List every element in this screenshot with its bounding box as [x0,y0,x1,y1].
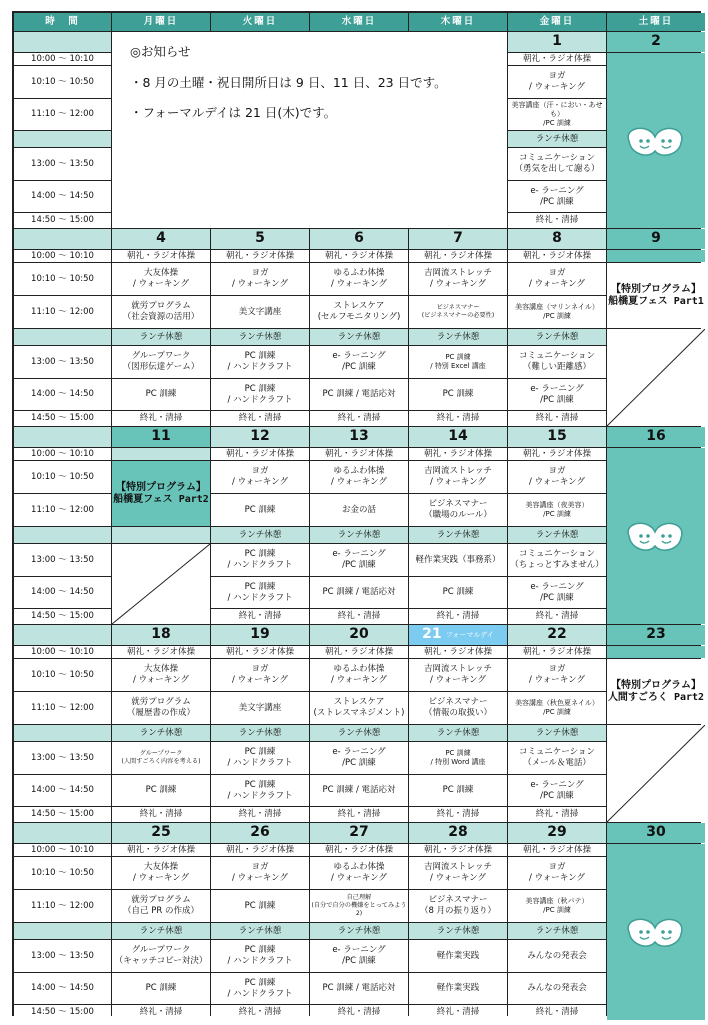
activity-cell: グループワーク (人間すごろく内容を考える) [112,742,210,774]
activity-cell: 美容講座（夜美容） /PC 訓練 [508,494,606,526]
activity-cell: PC 訓練 [112,379,210,410]
header-day: 金曜日 [508,13,606,31]
activity-cell: PC 訓練 / ハンドクラフト [211,973,309,1004]
activity-cell: 終礼・清掃 [112,411,210,426]
activity-cell: グループワーク （キャッチコピー対決） [112,940,210,972]
sat-band [607,250,705,262]
header-day: 水曜日 [310,13,408,31]
activity-cell: PC 訓練 / ハンドクラフト [211,577,309,608]
lunch-cell: ランチ休憩 [310,527,408,543]
activity-cell: e- ラーニング /PC 訓練 [508,181,606,212]
date-number: 21 [422,626,442,643]
activity-cell: 朝礼・ラジオ体操 [508,646,606,658]
date-cell: 28 [409,823,507,843]
lunch-cell: ランチ休憩 [508,329,606,345]
activity-cell: 朝礼・ラジオ体操 [409,448,507,460]
activity-cell: みんなの発表会 [508,940,606,972]
activity-cell: PC 訓練 / ハンドクラフト [211,379,309,410]
activity-cell: 朝礼・ラジオ体操 [508,448,606,460]
activity-cell: PC 訓練 [211,494,309,526]
activity-cell: 軽作業実践（事務系） [409,544,507,576]
date-cell: 7 [409,229,507,249]
mascot-icon [621,912,691,952]
time-slot: 14:50 ～ 15:00 [14,213,111,228]
lunch-cell: ランチ休憩 [310,725,408,741]
activity-cell: ヨガ / ウォーキング [508,66,606,98]
time-slot: 10:10 ～ 10:50 [14,263,111,295]
activity-cell: ビジネスマナー （8 月の振り返り） [409,890,507,922]
lunch-cell: ランチ休憩 [508,527,606,543]
date-cell: 22 [508,625,606,645]
lunch-cell: ランチ休憩 [409,329,507,345]
activity-cell: 朝礼・ラジオ体操 [310,646,408,658]
closed-day [607,448,705,624]
activity-cell: 朝礼・ラジオ体操 [310,844,408,856]
activity-cell: e- ラーニング /PC 訓練 [310,940,408,972]
lunch-cell: ランチ休憩 [508,725,606,741]
mascot-icon [621,121,691,161]
activity-cell: PC 訓練 / 特別 Excel 講座 [409,346,507,378]
lunch-band [14,725,111,741]
activity-cell: PC 訓練 / ハンドクラフト [211,940,309,972]
activity-cell: 終礼・清掃 [508,213,606,228]
header-time: 時 間 [14,13,111,31]
date-cell: 2 [607,32,705,52]
notice-line: ・フォーマルデイは 21 日(木)です。 [130,105,337,121]
activity-cell: ゆるふわ体操 / ウォーキング [310,461,408,493]
special-program: 【特別プログラム】 人間すごろく Part2 [607,659,705,724]
date-cell: 5 [211,229,309,249]
time-slot: 13:00 ～ 13:50 [14,148,111,180]
special-program: 【特別プログラム】 船橋夏フェス Part1 [607,263,705,328]
empty-cell [112,527,210,543]
time-slot: 11:10 ～ 12:00 [14,890,111,922]
activity-cell: 終礼・清掃 [211,1005,309,1020]
activity-cell: PC 訓練 [112,973,210,1004]
activity-cell: 朝礼・ラジオ体操 [508,250,606,262]
activity-cell: 美容講座（秋バテ） /PC 訓練 [508,890,606,922]
activity-cell: ヨガ / ウォーキング [211,461,309,493]
special-program: 【特別プログラム】 船橋夏フェス Part2 [112,461,210,526]
activity-cell: 終礼・清掃 [409,411,507,426]
lunch-cell: ランチ休憩 [508,923,606,939]
activity-cell: 美容講座（秋色夏ネイル） /PC 訓練 [508,692,606,724]
activity-cell: グループワーク （図形伝達ゲーム） [112,346,210,378]
activity-cell: 大友体操 / ウォーキング [112,659,210,691]
activity-cell: 朝礼・ラジオ体操 [211,448,309,460]
activity-cell: e- ラーニング /PC 訓練 [310,544,408,576]
date-cell: 15 [508,427,606,447]
time-slot: 14:00 ～ 14:50 [14,379,111,410]
activity-cell: e- ラーニング /PC 訓練 [508,577,606,608]
time-slot: 10:00 ～ 10:10 [14,448,111,460]
activity-cell: 自己理解 (自分で自分の機嫌をとってみよう2) [310,890,408,922]
activity-cell: 朝礼・ラジオ体操 [112,844,210,856]
lunch-cell: ランチ休憩 [112,725,210,741]
lunch-band [14,329,111,345]
activity-cell: 吉岡流ストレッチ / ウォーキング [409,263,507,295]
week-band [14,229,111,249]
week-band [14,625,111,645]
sat-band [607,646,705,658]
activity-cell: 美容講座（マリンネイル） /PC 訓練 [508,296,606,328]
date-cell: 26 [211,823,309,843]
activity-cell: PC 訓練 / ハンドクラフト [211,544,309,576]
lunch-band [14,131,111,147]
date-cell: 11 [112,427,210,447]
activity-cell: 終礼・清掃 [112,807,210,822]
activity-cell: 終礼・清掃 [409,609,507,624]
activity-cell: コミュニケーション （勇気を出して謝る） [508,148,606,180]
date-cell: 19 [211,625,309,645]
time-slot: 10:10 ～ 10:50 [14,66,111,98]
lunch-cell: ランチ休憩 [211,923,309,939]
lunch-cell: ランチ休憩 [112,923,210,939]
date-cell: 27 [310,823,408,843]
activity-cell: 吉岡流ストレッチ / ウォーキング [409,659,507,691]
notice-title: ◎お知らせ [130,44,191,59]
activity-cell: 大友体操 / ウォーキング [112,857,210,889]
activity-cell: ヨガ / ウォーキング [211,659,309,691]
activity-cell: 終礼・清掃 [508,411,606,426]
lunch-cell: ランチ休憩 [310,329,408,345]
time-slot: 14:00 ～ 14:50 [14,775,111,806]
time-slot: 13:00 ～ 13:50 [14,742,111,774]
time-slot: 11:10 ～ 12:00 [14,99,111,130]
time-slot: 10:10 ～ 10:50 [14,461,111,493]
activity-cell: e- ラーニング /PC 訓練 [508,379,606,410]
time-slot: 10:00 ～ 10:10 [14,844,111,856]
date-cell: 8 [508,229,606,249]
activity-cell: 吉岡流ストレッチ / ウォーキング [409,857,507,889]
activity-cell: 吉岡流ストレッチ / ウォーキング [409,461,507,493]
activity-cell: 就労プログラム （社会資源の活用） [112,296,210,328]
activity-cell: 終礼・清掃 [310,807,408,822]
date-cell: 6 [310,229,408,249]
lunch-cell: ランチ休憩 [508,131,606,147]
lunch-cell: ランチ休憩 [112,329,210,345]
notice-box [112,32,507,228]
closed-slash [607,329,705,426]
empty-cell [112,448,210,460]
time-slot: 14:00 ～ 14:50 [14,181,111,212]
date-cell: 18 [112,625,210,645]
time-slot: 14:00 ～ 14:50 [14,577,111,608]
activity-cell: 終礼・清掃 [211,411,309,426]
activity-cell: 終礼・清掃 [409,807,507,822]
week-band [14,32,111,52]
time-slot: 13:00 ～ 13:50 [14,346,111,378]
activity-cell: 朝礼・ラジオ体操 [211,250,309,262]
lunch-band [14,923,111,939]
activity-cell: 朝礼・ラジオ体操 [409,250,507,262]
activity-cell: PC 訓練 / 電話応対 [310,775,408,806]
time-slot: 11:10 ～ 12:00 [14,692,111,724]
activity-cell: 終礼・清掃 [112,1005,210,1020]
activity-cell: ストレスケア (セルフモニタリング) [310,296,408,328]
time-slot: 14:50 ～ 15:00 [14,1005,111,1020]
activity-cell: みんなの発表会 [508,973,606,1004]
activity-cell: お金の話 [310,494,408,526]
activity-cell: 軽作業実践 [409,940,507,972]
activity-cell: e- ラーニング /PC 訓練 [508,775,606,806]
date-cell: 4 [112,229,210,249]
lunch-cell: ランチ休憩 [211,527,309,543]
activity-cell: PC 訓練 / 電話応対 [310,379,408,410]
activity-cell: 終礼・清掃 [310,411,408,426]
activity-cell: ビジネスマナー (ビジネスマナーの必要性) [409,296,507,328]
lunch-cell: ランチ休憩 [409,923,507,939]
activity-cell: PC 訓練 [112,775,210,806]
activity-cell: 朝礼・ラジオ体操 [310,448,408,460]
date-cell: 9 [607,229,705,249]
lunch-cell: ランチ休憩 [310,923,408,939]
activity-cell: PC 訓練 / 電話応対 [310,577,408,608]
time-slot: 11:10 ～ 12:00 [14,494,111,526]
activity-cell: 就労プログラム （自己 PR の作成） [112,890,210,922]
activity-cell: PC 訓練 / 特別 Word 講座 [409,742,507,774]
time-slot: 10:10 ～ 10:50 [14,659,111,691]
activity-cell: ゆるふわ体操 / ウォーキング [310,857,408,889]
activity-cell: PC 訓練 [409,577,507,608]
time-slot: 10:00 ～ 10:10 [14,646,111,658]
activity-cell: PC 訓練 / ハンドクラフト [211,742,309,774]
mascot-icon [621,516,691,556]
week-band [14,427,111,447]
activity-cell: コミュニケーション （難しい距離感） [508,346,606,378]
activity-cell: ヨガ / ウォーキング [211,263,309,295]
date-cell: 25 [112,823,210,843]
activity-cell: 美文字講座 [211,692,309,724]
activity-cell: 終礼・清掃 [508,1005,606,1020]
activity-cell: 美容講座（汗・におい・あせも） /PC 訓練 [508,99,606,130]
date-cell: 1 [508,32,606,52]
date-cell: 16 [607,427,705,447]
activity-cell: ヨガ / ウォーキング [508,263,606,295]
activity-cell: 朝礼・ラジオ体操 [508,844,606,856]
activity-cell: ヨガ / ウォーキング [508,659,606,691]
time-slot: 14:50 ～ 15:00 [14,609,111,624]
week-band [14,823,111,843]
date-cell: 29 [508,823,606,843]
date-cell [409,625,507,645]
activity-cell: 朝礼・ラジオ体操 [112,250,210,262]
activity-cell: e- ラーニング /PC 訓練 [310,346,408,378]
header-day: 木曜日 [409,13,507,31]
lunch-cell: ランチ休憩 [409,527,507,543]
activity-cell: 大友体操 / ウォーキング [112,263,210,295]
date-cell: 12 [211,427,309,447]
activity-cell: 朝礼・ラジオ体操 [211,646,309,658]
formal-day-label: フォーマルデイ [445,630,494,639]
activity-cell: ビジネスマナー （情報の取扱い） [409,692,507,724]
time-slot: 10:00 ～ 10:10 [14,250,111,262]
activity-cell: 終礼・清掃 [508,609,606,624]
activity-cell: ビジネスマナー （職場のルール） [409,494,507,526]
closed-day [607,844,705,1020]
activity-cell: 終礼・清掃 [310,609,408,624]
time-slot: 10:10 ～ 10:50 [14,857,111,889]
activity-cell: 就労プログラム （履歴書の作成） [112,692,210,724]
time-slot: 13:00 ～ 13:50 [14,544,111,576]
activity-cell: 朝礼・ラジオ体操 [508,53,606,65]
date-cell: 13 [310,427,408,447]
calendar-grid [12,11,705,1018]
activity-cell: 終礼・清掃 [211,807,309,822]
time-slot: 14:50 ～ 15:00 [14,807,111,822]
activity-cell: 朝礼・ラジオ体操 [310,250,408,262]
activity-cell: PC 訓練 [409,775,507,806]
activity-cell: PC 訓練 / ハンドクラフト [211,775,309,806]
activity-cell: ゆるふわ体操 / ウォーキング [310,263,408,295]
activity-cell: 終礼・清掃 [409,1005,507,1020]
lunch-cell: ランチ休憩 [409,725,507,741]
activity-cell: 終礼・清掃 [310,1005,408,1020]
lunch-cell: ランチ休憩 [211,329,309,345]
activity-cell: 朝礼・ラジオ体操 [409,646,507,658]
time-slot: 13:00 ～ 13:50 [14,940,111,972]
activity-cell: コミュニケーション （ちょっとすみません） [508,544,606,576]
date-cell: 23 [607,625,705,645]
activity-cell: 朝礼・ラジオ体操 [211,844,309,856]
closed-slash [607,725,705,822]
date-cell: 14 [409,427,507,447]
time-slot: 14:00 ～ 14:50 [14,973,111,1004]
activity-cell: PC 訓練 [211,890,309,922]
activity-cell: 朝礼・ラジオ体操 [409,844,507,856]
activity-cell: ヨガ / ウォーキング [508,857,606,889]
activity-cell: PC 訓練 / ハンドクラフト [211,346,309,378]
activity-cell: 美文字講座 [211,296,309,328]
time-slot: 14:50 ～ 15:00 [14,411,111,426]
time-slot: 11:10 ～ 12:00 [14,296,111,328]
header-day: 土曜日 [607,13,705,31]
activity-cell: コミュニケーション （メール＆電話） [508,742,606,774]
date-cell: 20 [310,625,408,645]
notice-line: ・8 月の土曜・祝日開所日は 9 日、11 日、23 日です。 [130,74,447,90]
lunch-band [14,527,111,543]
lunch-cell: ランチ休憩 [211,725,309,741]
closed-slash [112,544,210,624]
activity-cell: ストレスケア (ストレスマネジメント) [310,692,408,724]
activity-cell: 軽作業実践 [409,973,507,1004]
closed-day [607,53,705,228]
time-slot: 10:00 ～ 10:10 [14,53,111,65]
header-day: 月曜日 [112,13,210,31]
activity-cell: 終礼・清掃 [211,609,309,624]
activity-cell: PC 訓練 / 電話応対 [310,973,408,1004]
header-day: 火曜日 [211,13,309,31]
activity-cell: PC 訓練 [409,379,507,410]
activity-cell: ヨガ / ウォーキング [211,857,309,889]
activity-cell: ゆるふわ体操 / ウォーキング [310,659,408,691]
activity-cell: 終礼・清掃 [508,807,606,822]
activity-cell: 朝礼・ラジオ体操 [112,646,210,658]
activity-cell: e- ラーニング /PC 訓練 [310,742,408,774]
activity-cell: ヨガ / ウォーキング [508,461,606,493]
date-cell: 30 [607,823,705,843]
